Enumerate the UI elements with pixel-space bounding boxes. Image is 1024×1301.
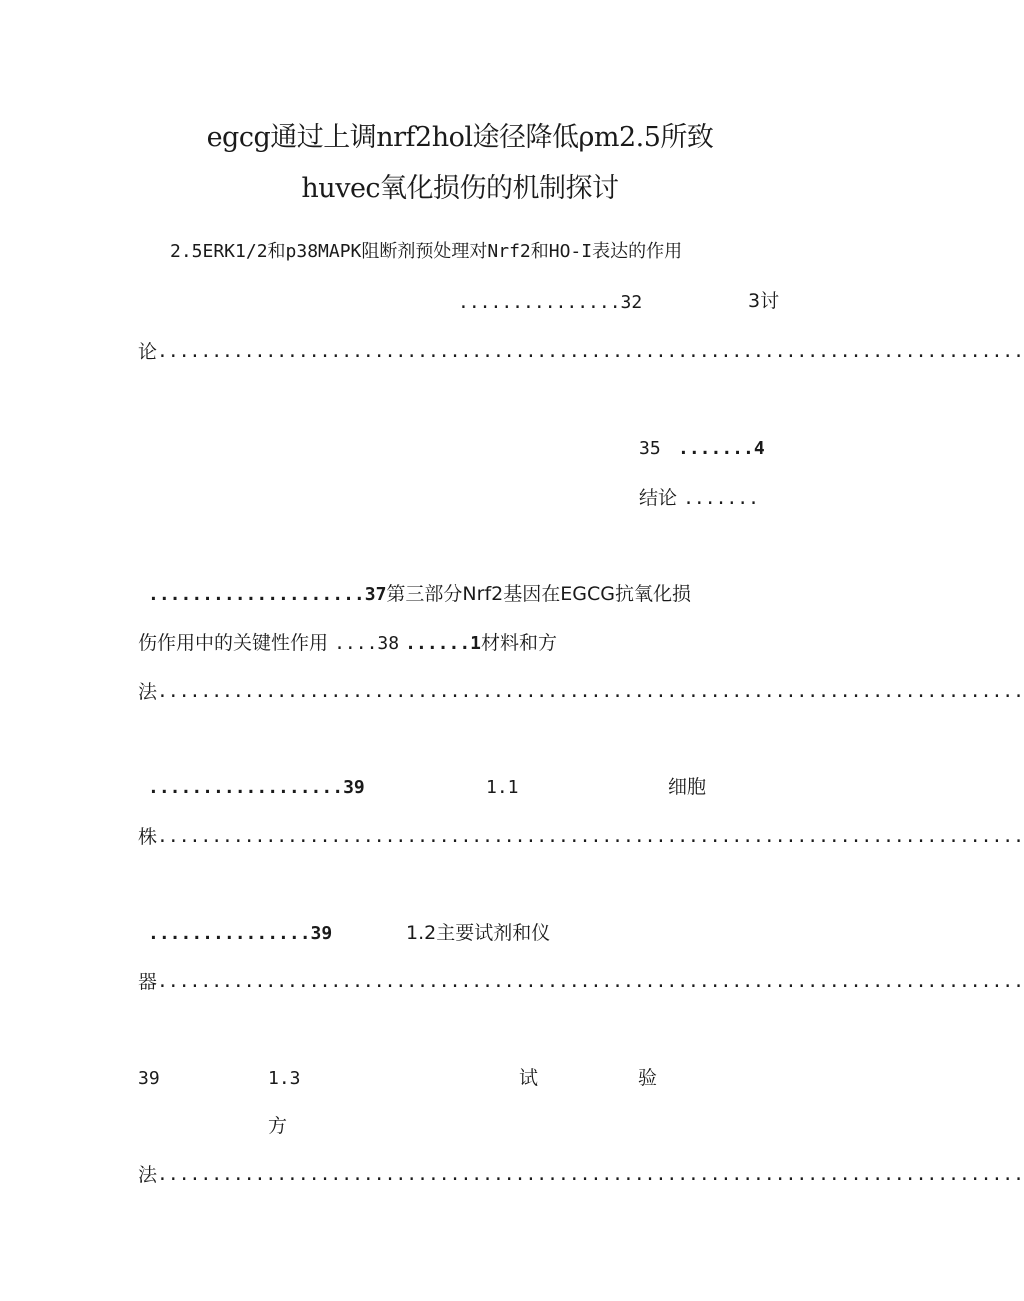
toc-section-3-prefix: 3讨 bbox=[748, 290, 780, 312]
toc-conclusion-text: 结论 bbox=[639, 487, 678, 509]
toc-part-3-title-b: 伤作用中的关键性作用 bbox=[138, 632, 329, 654]
document-title-line-1: egcg通过上调nrf2hol途径降低ρm2.5所致 bbox=[206, 122, 714, 153]
toc-leader-dots: ................................................................................ bbox=[157, 681, 1024, 702]
toc-part-3-line-1 bbox=[148, 582, 691, 607]
toc-materials-b: 法 bbox=[138, 681, 158, 703]
toc-section-1-3-a: 试 bbox=[519, 1067, 539, 1089]
toc-section-1-1-number: 1.1 bbox=[486, 777, 519, 798]
toc-dots-32: ...............32 bbox=[458, 292, 643, 313]
toc-section-3-end-text: 论 bbox=[138, 341, 158, 363]
toc-section-1-3-b: 验 bbox=[638, 1067, 658, 1089]
toc-section-1-1-a: 细胞 bbox=[668, 776, 707, 798]
toc-dots-37: ....................37 bbox=[148, 584, 387, 605]
toc-section-1-3-line bbox=[138, 1163, 1024, 1187]
toc-conclusion bbox=[639, 486, 759, 511]
toc-section-1-2-b: 器 bbox=[138, 971, 158, 993]
toc-page-39c: 39 bbox=[138, 1068, 160, 1089]
toc-dots-39a: ..................39 bbox=[148, 777, 365, 798]
toc-section-1-1-line bbox=[138, 825, 1024, 849]
toc-leader-dots: ................................................................................ bbox=[157, 1164, 1024, 1185]
toc-dots-38: ....38 bbox=[334, 633, 400, 654]
toc-part-3-title-a: 第三部分Nrf2基因在EGCG抗氧化损 bbox=[386, 583, 691, 605]
toc-entry-2-5: 2.5ERK1/2和p38MAPK阻断剂预处理对Nrf2和HO-I表达的作用 bbox=[170, 241, 683, 262]
toc-section-1-2: 1.2主要试剂和仪 bbox=[406, 922, 551, 944]
toc-section-3-end bbox=[138, 340, 1024, 364]
toc-section-1-1-b: 株 bbox=[138, 826, 158, 848]
document-title-line-2: huvec氧化损伤的机制探讨 bbox=[301, 173, 619, 204]
toc-part-3-line-2 bbox=[138, 631, 557, 656]
toc-section-1-2-line bbox=[138, 970, 1024, 994]
toc-materials-line bbox=[138, 680, 1024, 704]
toc-dots-1: ......1 bbox=[405, 633, 481, 654]
toc-section-1-3-c: 方 bbox=[268, 1115, 288, 1137]
toc-conclusion-dots: ....... bbox=[683, 488, 759, 509]
toc-leader-dots: ................................................................................ bbox=[157, 971, 1024, 992]
toc-page-35: 35 bbox=[639, 438, 661, 459]
toc-section-1-3-d: 法 bbox=[138, 1164, 158, 1186]
toc-dots-39b: ...............39 bbox=[148, 923, 333, 944]
toc-leader-dots: ................................................................................ bbox=[157, 826, 1024, 847]
toc-dots-4: .......4 bbox=[678, 438, 765, 459]
toc-section-1-3-number: 1.3 bbox=[268, 1068, 301, 1089]
toc-leader-dots: ................................................................................ bbox=[157, 341, 1024, 362]
toc-materials-a: 材料和方 bbox=[481, 632, 558, 654]
